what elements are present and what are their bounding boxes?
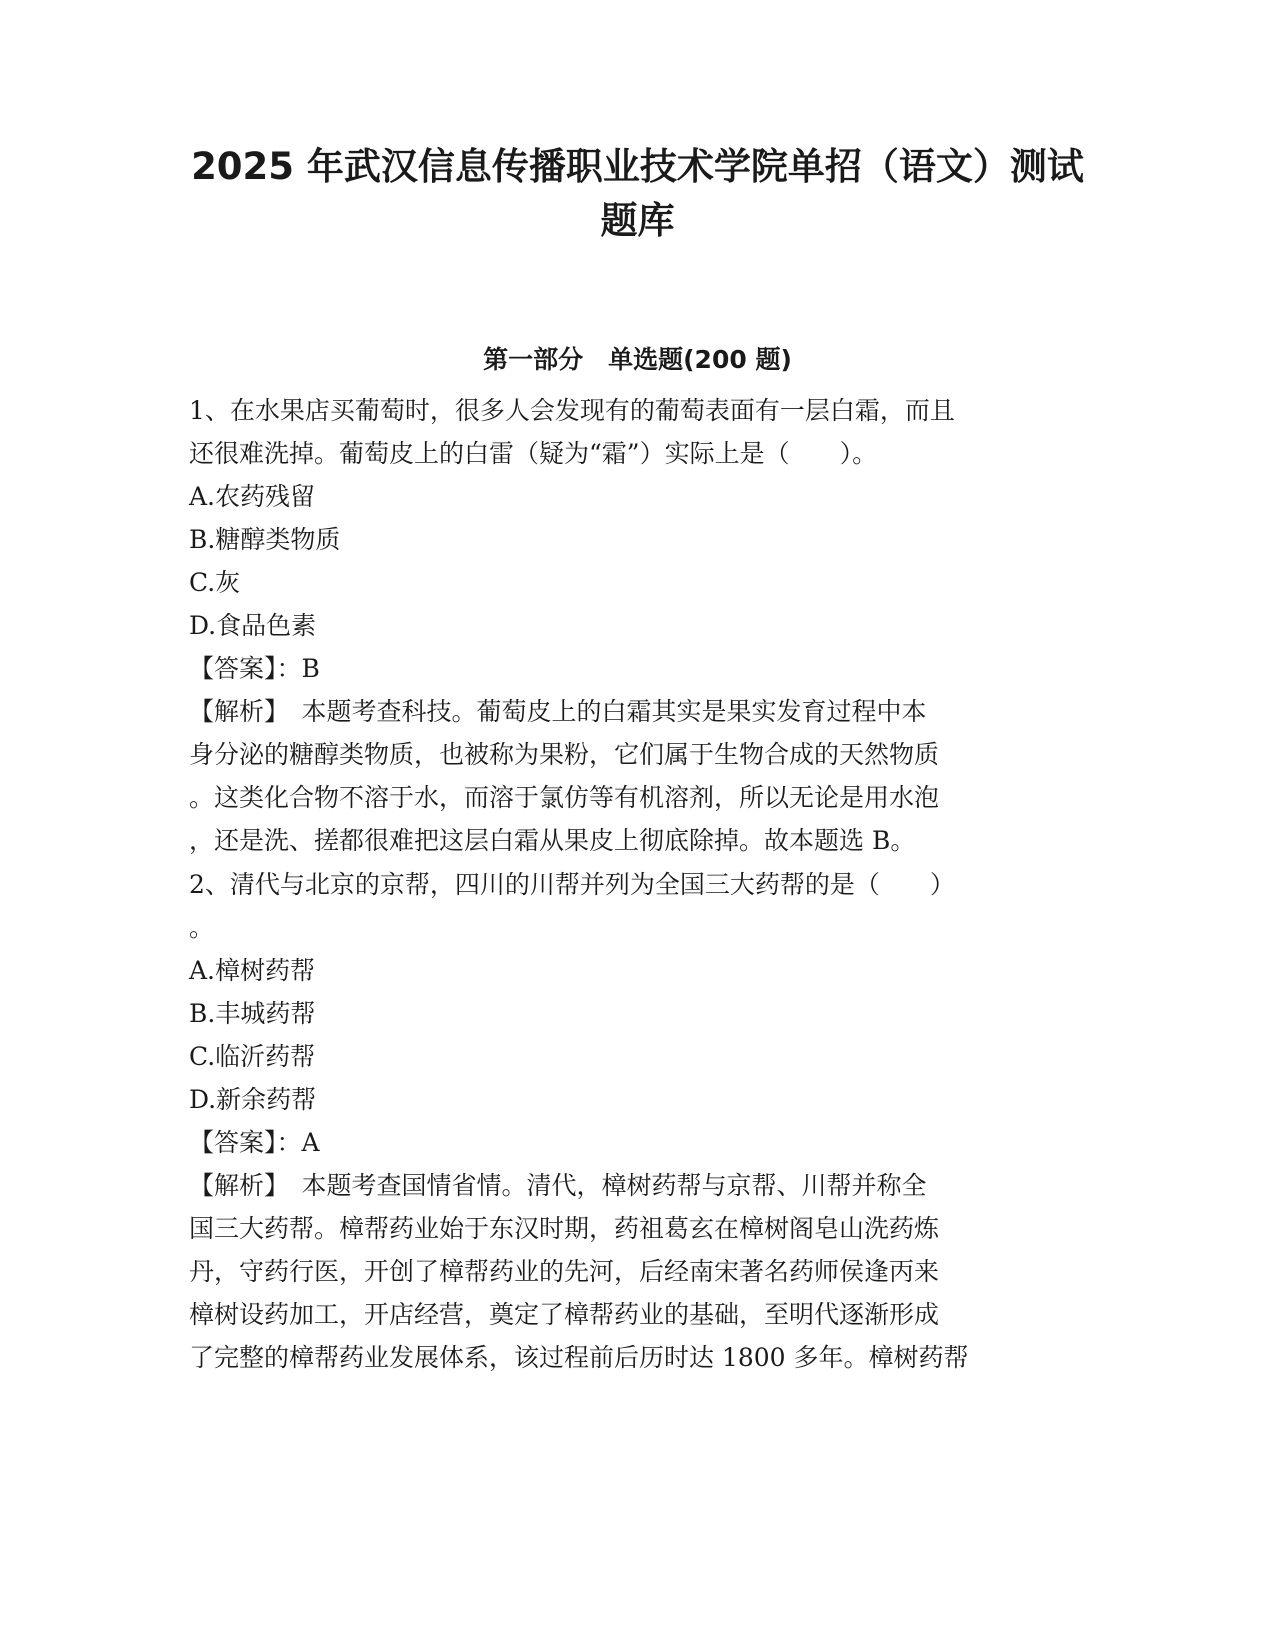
question-2-option-b: B.丰城药帮 (189, 999, 316, 1028)
question-2-analysis-line-5: 了完整的樟帮药业发展体系，该过程前后历时达 1800 多年。樟树药帮 (189, 1343, 969, 1372)
question-1-option-d: D.食品色素 (189, 611, 317, 640)
document-title-line-1: 2025 年武汉信息传播职业技术学院单招（语文）测试 (191, 145, 1084, 188)
question-1-answer: 【答案】：B (189, 654, 320, 683)
question-2-analysis-line-4: 樟树设药加工，开店经营，奠定了樟帮药业的基础，至明代逐渐形成 (189, 1300, 940, 1329)
question-1-option-a: A.农药残留 (189, 482, 316, 511)
question-2-analysis-line-1: 【解析】 本题考查国情省情。清代，樟树药帮与京帮、川帮并称全 (189, 1171, 927, 1200)
question-2-option-d: D.新余药帮 (189, 1085, 317, 1114)
question-2-analysis-line-3: 丹，守药行医，开创了樟帮药业的先河，后经南宋著名药师侯逢丙来 (189, 1257, 940, 1286)
question-2-stem-line-1: 2、清代与北京的京帮，四川的川帮并列为全国三大药帮的是（ ） (189, 870, 955, 899)
question-1 (189, 389, 1074, 862)
question-1-option-c: C.灰 (189, 568, 241, 597)
section-heading: 第一部分 单选题(200 题) (483, 345, 792, 374)
question-2-option-a: A.樟树药帮 (189, 956, 316, 985)
question-1-analysis-line-1: 【解析】 本题考查科技。葡萄皮上的白霜其实是果实发育过程中本 (189, 697, 927, 726)
question-2-analysis-line-2: 国三大药帮。樟帮药业始于东汉时期，药祖葛玄在樟树阁皂山洗药炼 (189, 1214, 940, 1243)
question-1-option-b: B.糖醇类物质 (189, 525, 341, 554)
question-1-analysis-line-3: 。这类化合物不溶于水，而溶于氯仿等有机溶剂，所以无论是用水泡 (189, 783, 940, 812)
question-1-stem-line-2: 还很难洗掉。葡萄皮上的白雷（疑为“霜”）实际上是（ ）。 (189, 439, 878, 468)
document-title-line-2: 题库 (600, 199, 675, 242)
question-2-option-c: C.临沂药帮 (189, 1042, 316, 1071)
question-2 (189, 863, 1074, 1379)
question-1-analysis-line-4: ，还是洗、搓都很难把这层白霜从果皮上彻底除掉。故本题选 B。 (189, 826, 916, 855)
question-2-answer: 【答案】：A (189, 1128, 320, 1157)
question-2-stem-line-2: 。 (189, 913, 215, 942)
question-1-stem-line-1: 1、在水果店买葡萄时，很多人会发现有的葡萄表面有一层白霜，而且 (189, 396, 955, 425)
question-1-analysis-line-2: 身分泌的糖醇类物质，也被称为果粉，它们属于生物合成的天然物质 (189, 740, 940, 769)
